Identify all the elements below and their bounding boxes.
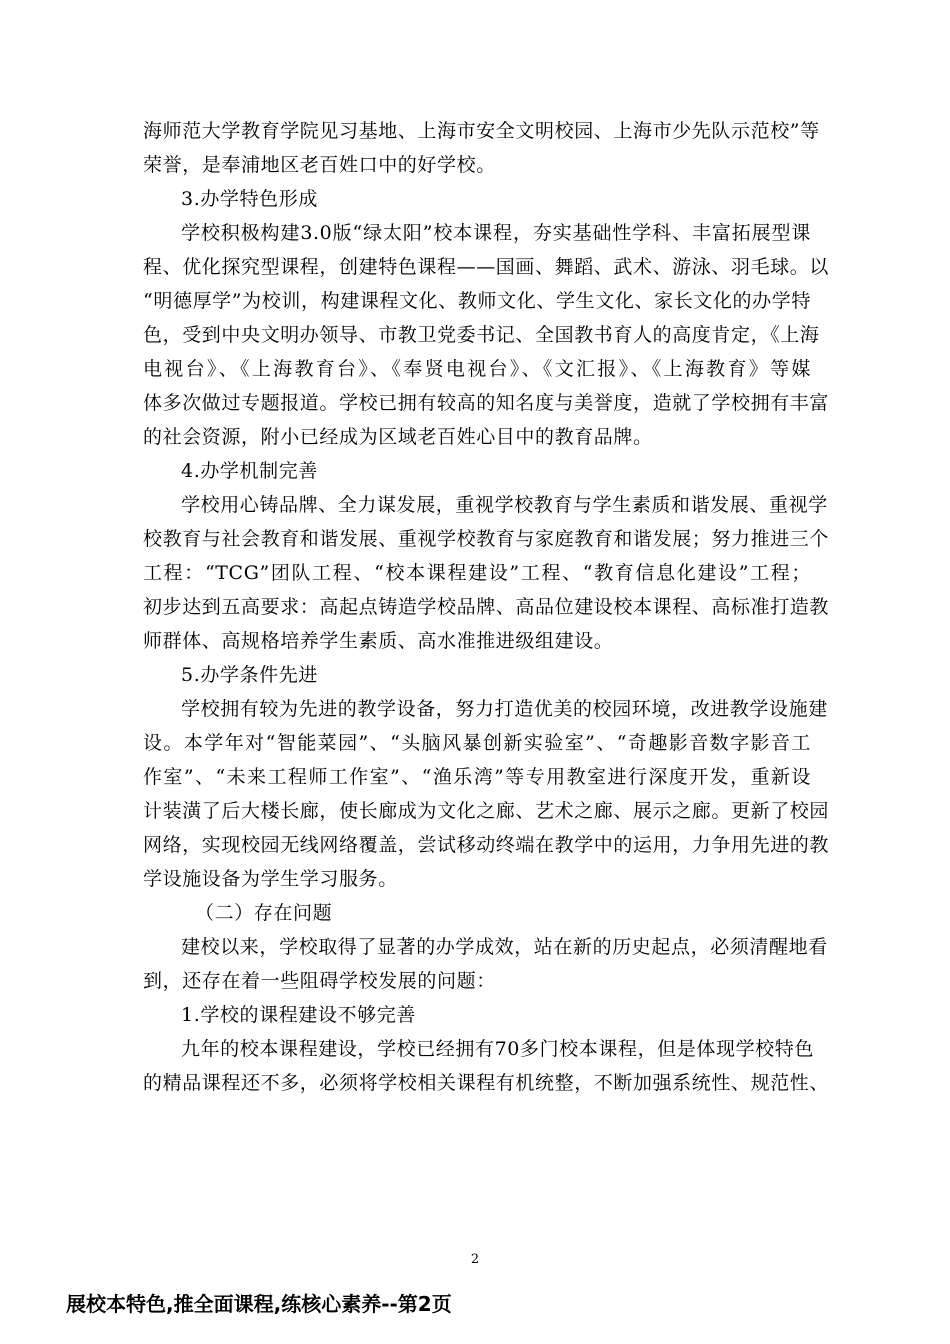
text-line: 初步达到五高要求：高起点铸造学校品牌、高品位建设校本课程、高标准打造教: [143, 596, 830, 618]
text-line: 建校以来，学校取得了显著的办学成效，站在新的历史起点，必须清醒地看: [181, 936, 828, 958]
text-line: 校教育与社会教育和谐发展、重视学校教育与家庭教育和谐发展；努力推进三个: [143, 528, 830, 550]
text-line: 网络，实现校园无线网络覆盖，尝试移动终端在教学中的运用，力争用先进的教: [143, 834, 830, 856]
text-line: 工程：“TCG”团队工程、“校本课程建设”工程、“教育信息化建设”工程；: [143, 562, 811, 584]
text-line: 体多次做过专题报道。学校已拥有较高的知名度与美誉度，造就了学校拥有丰富: [143, 392, 830, 414]
text-line: 师群体、高规格培养学生素质、高水准推进级组建设。: [143, 630, 614, 652]
text-line: 学设施设备为学生学习服务。: [143, 868, 398, 890]
text-line: 学校拥有较为先进的教学设备，努力打造优美的校园环境，改进教学设施建: [181, 698, 828, 720]
text-line: 计装潢了后大楼长廊，使长廊成为文化之廊、艺术之廊、展示之廊。更新了校园: [143, 800, 830, 822]
text-line: 作室”、“未来工程师工作室”、“渔乐湾”等专用教室进行深度开发，重新设: [143, 766, 811, 788]
text-line: 学校用心铸品牌、全力谋发展，重视学校教育与学生素质和谐发展、重视学: [181, 494, 828, 516]
text-line: 电视台》、《上海教育台》、《奉贤电视台》、《文汇报》、《上海教育》等媒: [143, 358, 811, 380]
text-line: 色，受到中央文明办领导、市教卫党委书记、全国教书育人的高度肯定，《上海: [143, 324, 820, 346]
text-line: 荣誉，是奉浦地区老百姓口中的好学校。: [143, 154, 496, 176]
text-line: 九年的校本课程建设，学校已经拥有70多门校本课程，但是体现学校特色: [181, 1038, 814, 1060]
section-heading: （二）存在问题: [195, 902, 333, 924]
section-heading: 1.学校的课程建设不够完善: [181, 1004, 416, 1026]
section-heading: 3.办学特色形成: [181, 188, 318, 210]
text-line: 海师范大学教育学院见习基地、上海市安全文明校园、上海市少先队示范校”等: [143, 120, 820, 142]
text-line: 的社会资源，附小已经成为区域老百姓心目中的教育品牌。: [143, 426, 653, 448]
text-line: 设。本学年对“智能菜园”、“头脑风暴创新实验室”、“奇趣影音数字影音工: [143, 732, 811, 754]
text-line: 学校积极构建3.0版“绿太阳”校本课程，夯实基础性学科、丰富拓展型课: [181, 222, 811, 244]
page-number: 2: [470, 1252, 480, 1267]
text-line: 到，还存在着一些阻碍学校发展的问题：: [143, 970, 496, 992]
footer-caption: 展校本特色,推全面课程,练核心素养--第2页: [66, 1292, 452, 1316]
section-heading: 4.办学机制完善: [181, 460, 318, 482]
text-line: 程、优化探究型课程，创建特色课程——国画、舞蹈、武术、游泳、羽毛球。以: [143, 256, 830, 278]
document-body: [143, 114, 830, 1100]
text-line: 的精品课程还不多，必须将学校相关课程有机统整，不断加强系统性、规范性、: [143, 1072, 830, 1094]
text-line: “明德厚学”为校训，构建课程文化、教师文化、学生文化、家长文化的办学特: [143, 290, 811, 312]
section-heading: 5.办学条件先进: [181, 664, 318, 686]
